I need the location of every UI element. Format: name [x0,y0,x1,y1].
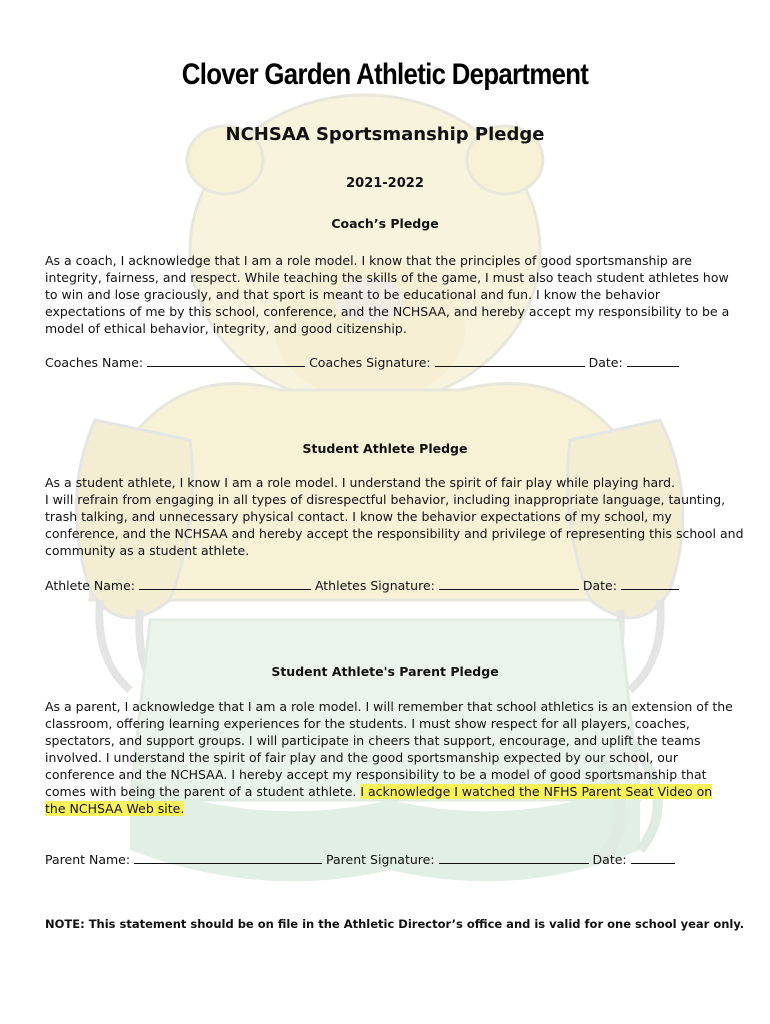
parent-name-label: Parent Name: [45,852,131,867]
coach-line: As a coach, I acknowledge that I am a role model. I know that the principles of good sportsmanship are [45,253,692,268]
athlete-pledge-text [45,474,744,559]
parent-line: As a parent, I acknowledge that I am a role model. I will remember that school athletics is an extension of the [45,699,733,714]
parent-line-6 [45,783,730,800]
parent-pledge-heading: Student Athlete's Parent Pledge [271,664,499,679]
coach-line: to win and lose graciously, and that sport is meant to be educational and fun. I know the behavior [45,287,661,302]
parent-name-field[interactable] [134,852,322,864]
parent-pledge-text [45,698,733,817]
parent-line: involved. I understand the spirit of fair play and the good sportsmanship expected by our school, our [45,750,678,765]
coach-name-field[interactable] [147,355,305,367]
parent-line-plain: comes with being the parent of a student athlete. [45,784,357,799]
department-title: Clover Garden Athletic Department [181,58,589,91]
footer-note: NOTE: This statement should be on file in the Athletic Director’s office and is valid for one school year only. [45,917,745,931]
athlete-date-field[interactable] [621,578,679,590]
coach-pledge-text [45,252,730,337]
coach-date-field[interactable] [627,355,679,367]
coach-signature-row [45,355,735,370]
athlete-line: I will refrain from engaging in all types of disrespectful behavior, including inappropriate language, taunting, [45,492,726,507]
video-acknowledgement-highlight: I acknowledge I watched the NFHS Parent Seat Video on [360,784,713,799]
athlete-name-label: Athlete Name: [45,578,135,593]
athlete-pledge-heading: Student Athlete Pledge [302,441,468,456]
athlete-line: community as a student athlete. [45,543,250,558]
coach-name-label: Coaches Name: [45,355,144,370]
parent-signature-row [45,852,735,867]
coach-date-label: Date: [588,355,623,370]
athlete-signature-field[interactable] [439,578,579,590]
pledge-title: NCHSAA Sportsmanship Pledge [225,124,545,145]
parent-signature-field[interactable] [439,852,589,864]
parent-line-7 [45,800,730,817]
coach-line: model of ethical behavior, integrity, and good citizenship. [45,321,407,336]
athlete-line: As a student athlete, I know I am a role model. I understand the spirit of fair play while playing hard. [45,475,676,490]
athlete-date-label: Date: [582,578,617,593]
coach-signature-field[interactable] [435,355,585,367]
coach-signature-label: Coaches Signature: [309,355,431,370]
athlete-name-field[interactable] [139,578,311,590]
parent-signature-label: Parent Signature: [326,852,435,867]
athlete-signature-label: Athletes Signature: [314,578,435,593]
video-acknowledgement-highlight-cont: the NCHSAA Web site. [45,801,185,816]
parent-line: spectators, and support groups. I will participate in cheers that support, encourage, and uplift the teams [45,733,701,748]
parent-line: classroom, offering learning experiences for the students. I must show respect for all players, coaches, [45,716,690,731]
parent-line: conference and the NCHSAA. I hereby accept my responsibility to be a model of good sportsmanship that [45,767,707,782]
coach-line: integrity, fairness, and respect. While teaching the skills of the game, I must also teach student athletes how [45,270,729,285]
parent-date-field[interactable] [631,852,675,864]
parent-date-label: Date: [592,852,627,867]
athlete-signature-row [45,578,735,593]
coach-line: expectations of me by this school, conference, and the NCHSAA, and hereby accept my responsibility to be a [45,304,730,319]
athlete-line: trash talking, and unnecessary physical contact. I know the behavior expectations of my school, my [45,509,672,524]
athlete-line: conference, and the NCHSAA and hereby accept the responsibility and privilege of representing this school and [45,526,744,541]
coach-pledge-heading: Coach’s Pledge [331,216,439,231]
school-year: 2021-2022 [346,176,424,191]
